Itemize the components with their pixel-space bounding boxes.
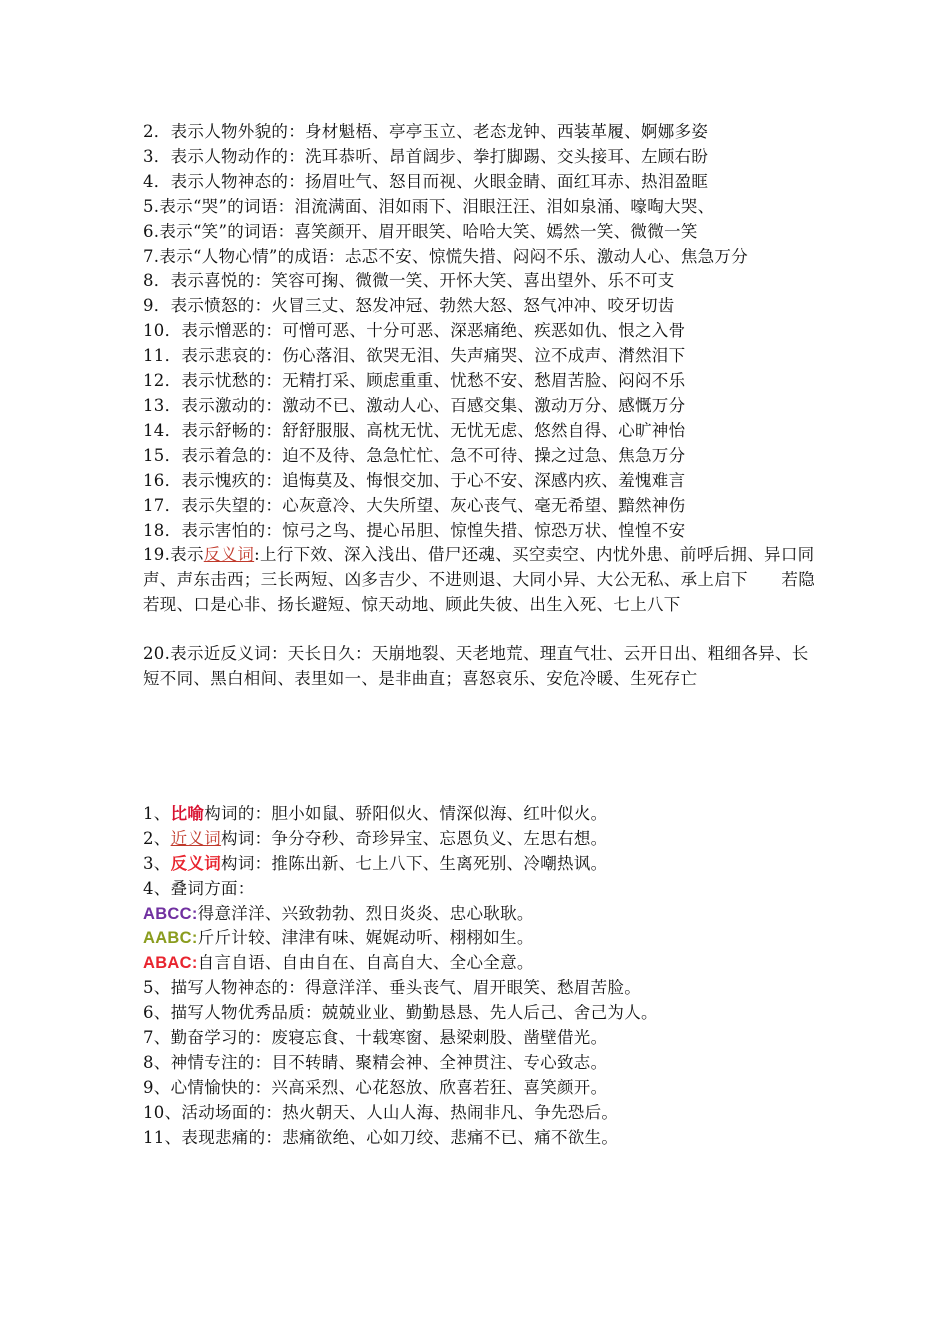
text-line: 9．表示愤怒的：火冒三丈、怒发冲冠、勃然大怒、怒气冲冲、咬牙切齿: [143, 296, 675, 316]
text-line: 12．表示忧愁的：无精打采、顾虑重重、忧愁不安、愁眉苦脸、闷闷不乐: [143, 371, 686, 391]
antonym-highlight: 反义词: [170, 853, 222, 873]
list-item: 7、勤奋学习的：废寝忘食、十载寒窗、悬梁刺股、凿壁借光。: [143, 1028, 608, 1048]
blank-space: [143, 692, 823, 802]
near-antonym-paragraph: 20.表示近反义词：天长日久：天崩地裂、天老地荒、理直气壮、云开日出、粗细各异、长短不同、黑白相间、表里如一、是非曲直；喜怒哀乐、安危冷暖、生死存亡: [143, 644, 809, 689]
item-text: 得意洋洋、兴致勃勃、烈日炎炎、忠心耿耿。: [197, 903, 534, 923]
item-text: 构词的：胆小如鼠、骄阳似火、情深似海、红叶似火。: [204, 803, 608, 823]
pattern-item-aabc: [143, 926, 823, 951]
list-item: [143, 827, 823, 852]
text-line: 10．表示憎恶的：可憎可恶、十分可恶、深恶痛绝、疾恶如仇、恨之入骨: [143, 321, 686, 341]
pattern-label: ABAC:: [143, 954, 198, 973]
list-item: 6、描写人物优秀品质：兢兢业业、勤勤恳恳、先人后己、舍己为人。: [143, 1003, 658, 1023]
text-line: 5.表示“哭”的词语：泪流满面、泪如雨下、泪眼汪汪、泪如泉涌、嚎啕大哭、: [143, 196, 715, 216]
metaphor-highlight: 比喻: [170, 803, 205, 823]
antonym-link[interactable]: 反义词: [203, 545, 255, 565]
item-number: 3、: [143, 853, 171, 873]
item-text: 自言自语、自由自在、自高自大、全心全意。: [197, 953, 534, 973]
text-line: 7.表示“人物心情”的成语：忐忑不安、惊慌失措、闷闷不乐、激动人心、焦急万分: [143, 246, 749, 266]
synonym-link[interactable]: 近义词: [170, 828, 222, 848]
item-text: 斤斤计较、津津有味、娓娓动听、栩栩如生。: [197, 928, 534, 948]
antonym-paragraph: [143, 543, 823, 618]
section-word-formation: [143, 802, 823, 1151]
list-item: [143, 852, 823, 877]
text-line: 13．表示激动的：激动不已、激动人心、百感交集、激动万分、感慨万分: [143, 395, 686, 415]
pattern-item-abac: [143, 951, 823, 976]
pattern-label: AABC:: [143, 929, 198, 948]
item-prefix: 19.表示: [143, 545, 204, 565]
text-line: 11．表示悲哀的：伤心落泪、欲哭无泪、失声痛哭、泣不成声、潸然泪下: [143, 346, 686, 366]
text-line: 6.表示“笑”的词语：喜笑颜开、眉开眼笑、哈哈大笑、嫣然一笑、微微一笑: [143, 221, 698, 241]
text-line: 4．表示人物神态的：扬眉吐气、怒目而视、火眼金睛、面红耳赤、热泪盈眶: [143, 171, 709, 191]
text-line: 8．表示喜悦的：笑容可掬、微微一笑、开怀大笑、喜出望外、乐不可支: [143, 271, 675, 291]
text-line: 2．表示人物外貌的：身材魁梧、亭亭玉立、老态龙钟、西装革履、婀娜多姿: [143, 122, 709, 141]
text-line: 16．表示愧疚的：追悔莫及、悔恨交加、于心不安、深感内疚、羞愧难言: [143, 470, 686, 490]
section-idiom-categories: [143, 120, 823, 692]
list-item: 4、叠词方面：: [143, 878, 255, 898]
list-item: 8、神情专注的：目不转睛、聚精会神、全神贯注、专心致志。: [143, 1053, 608, 1072]
item-text: 构词：推陈出新、七上八下、生离死别、冷嘲热讽。: [221, 853, 608, 873]
pattern-item-abcc: [143, 902, 823, 927]
text-line: 15．表示着急的：迫不及待、急急忙忙、急不可待、操之过急、焦急万分: [143, 445, 686, 465]
text-line: 18．表示害怕的：惊弓之鸟、提心吊胆、惊惶失措、惊恐万状、惶惶不安: [143, 520, 686, 540]
list-item: 11、表现悲痛的：悲痛欲绝、心如刀绞、悲痛不已、痛不欲生。: [143, 1127, 619, 1147]
item-number: 1、: [143, 803, 171, 823]
document-page: [143, 120, 823, 1151]
list-item: [143, 802, 823, 827]
text-line: 14．表示舒畅的：舒舒服服、高枕无忧、无忧无虑、悠然自得、心旷神怡: [143, 420, 686, 440]
blank-line: [143, 618, 823, 642]
item-text: 构词：争分夺秒、奇珍异宝、忘恩负义、左思右想。: [221, 828, 608, 848]
item-text: :上行下效、深入浅出、借尸还魂、买空卖空、内忧外患、前呼后拥、异口同声、声东击西；三长两短、凶多吉少、不进则退、大同小异、大公无私、承上启下 若隐若现、口是心非、扬长避短、惊天动地、顾此失彼、出生入死、七上八下: [143, 545, 815, 615]
text-line: 17．表示失望的：心灰意冷、大失所望、灰心丧气、毫无希望、黯然神伤: [143, 495, 686, 515]
item-number: 2、: [143, 828, 171, 848]
list-item: 10、活动场面的：热火朝天、人山人海、热闹非凡、争先恐后。: [143, 1102, 619, 1122]
text-line: 3．表示人物动作的：洗耳恭听、昂首阔步、拳打脚踢、交头接耳、左顾右盼: [143, 146, 709, 166]
list-item: 5、描写人物神态的：得意洋洋、垂头丧气、眉开眼笑、愁眉苦脸。: [143, 978, 641, 998]
list-item: 9、心情愉快的：兴高采烈、心花怒放、欣喜若狂、喜笑颜开。: [143, 1077, 608, 1097]
pattern-label: ABCC:: [143, 904, 198, 923]
